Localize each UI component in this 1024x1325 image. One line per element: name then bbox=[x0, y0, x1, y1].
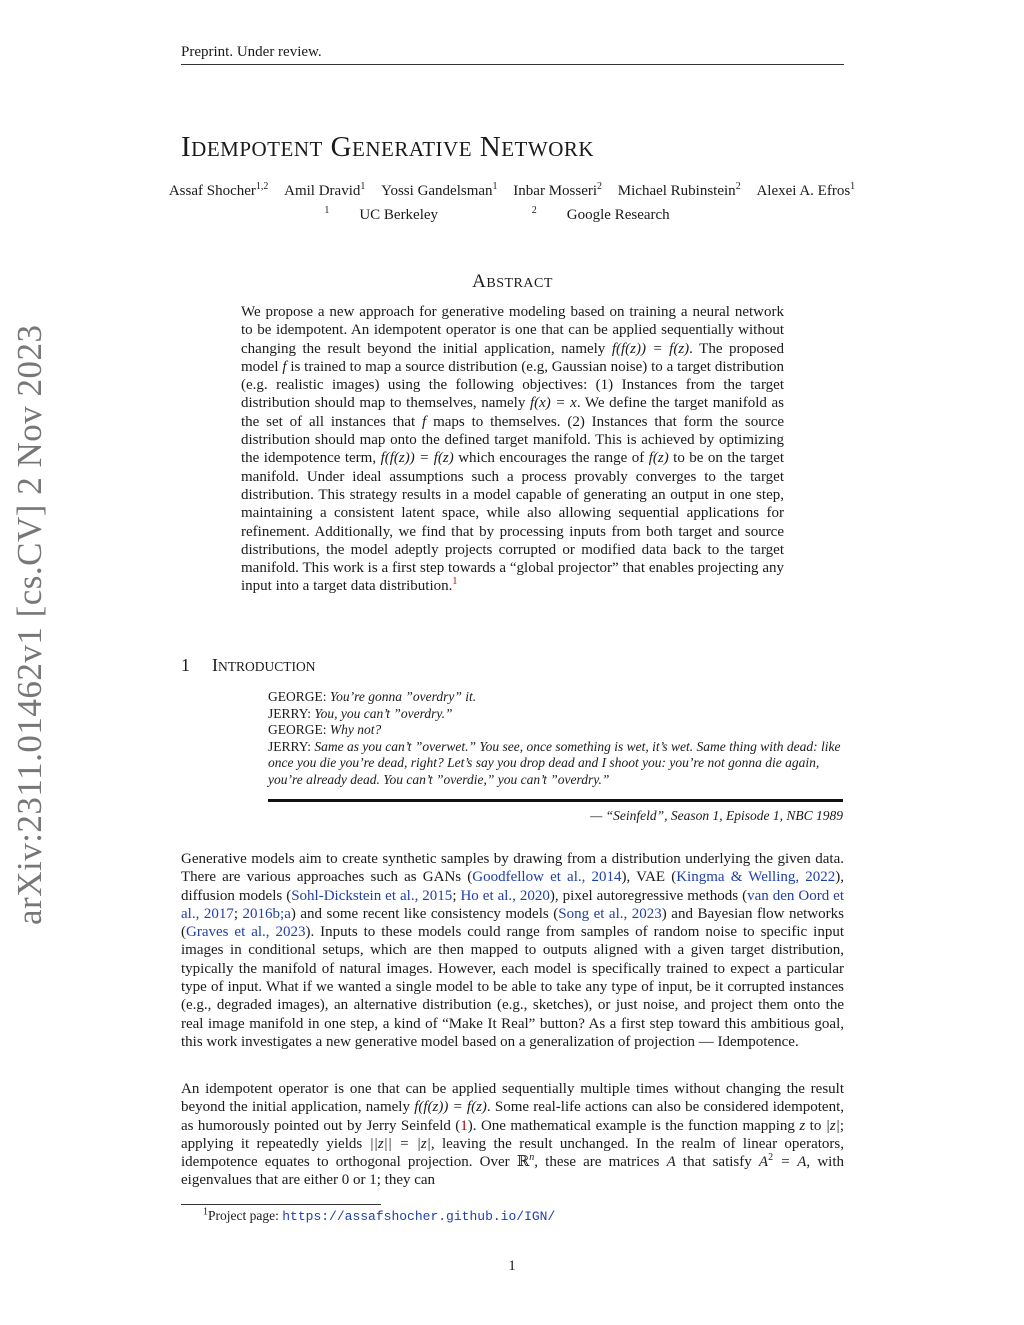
citation-link[interactable]: Song et al., 2023 bbox=[558, 905, 662, 922]
author-list bbox=[140, 183, 884, 200]
seinfeld-quote bbox=[268, 689, 843, 789]
author: Yossi Gandelsman$^1$ bbox=[381, 181, 498, 199]
footnote-marker[interactable]: 1 bbox=[452, 576, 458, 588]
quote-line: JERRY: Same as you can’t ”overwet.” You see, once something is wet, it’s wet. Same thing with dead: like once you die you’re dead, right? Let’s say you drop dead and I shoot you: you’re not gonna die again, you’re already dead. You can’t ”overdie,” you can’t ”overdry.” bbox=[268, 738, 841, 787]
affiliation: $^1$ UC Berkeley bbox=[324, 205, 439, 223]
citation-link[interactable]: 2016b;a bbox=[242, 905, 291, 922]
arxiv-identifier: arXiv:2311.01462v1 [cs.CV] 2 Nov 2023 bbox=[10, 324, 49, 925]
citation-link[interactable]: van den Oord et al., 2017 bbox=[181, 887, 845, 922]
footnote-rule bbox=[181, 1204, 381, 1205]
author: Amil Dravid$^1$ bbox=[284, 181, 366, 199]
intro-paragraph-1: Generative models aim to create synthetic samples by drawing from a distribution underlying the given data. There are various approaches such as GANs (Goodfellow et al., 2014), VAE (Kingma & Welling, 2022), diffusion models (Sohl-Dickstein et al., 2015; Ho et al., 2020), pixel autoregressive methods (van den Oord et al., 2017; 2016b;a) and some recent like consistency models (Song et al., 2023) and Bayesian flow networks (Graves et al., 2023). Inputs to these models could range from samples of random noise to specific input images in conditional setups, which are then mapped to outputs aligned with a given target distribution, typically the manifold of natural images. However, each model is specifically trained to expect a particular type of input. What if we wanted a single model to be able to take any type of input, be it corrupted instances (e.g., degraded images), an alternative distribution (e.g., sketches), or just noise, and project them onto the real image manifold in one step, a kind of “Make It Real” button? As a first step toward this ambitious goal, this work investigates a new generative model based on a generalization of projection — Idempotence. bbox=[181, 851, 845, 1050]
author: Assaf Shocher$^{1,2}$ bbox=[168, 181, 269, 199]
citation-link[interactable]: Goodfellow et al., 2014 bbox=[472, 869, 622, 886]
citation-link[interactable]: Graves et al., 2023 bbox=[186, 924, 306, 941]
footnote: $^1$Project page: https://assafshocher.github.io/IGN/ bbox=[203, 1206, 556, 1224]
intro-paragraph-2: An idempotent operator is one that can be applied sequentially multiple times without changing the result beyond the initial application, namely f(f(z)) = f(z). Some real-life actions can also be considered idempotent, as humorously pointed out by Jerry Seinfeld (1). One mathematical example is the function mapping z to |z|; applying it repeatedly yields ||z|| = |z|, leaving the result unchanged. In the realm of linear operators, idempotence equates to orthogonal projection. Over ℝ$^n$, these are matrices A that satisfy $A^2 = A$, with eigenvalues that are either 0 or 1; they can bbox=[181, 1081, 845, 1189]
citation-link[interactable]: Sohl-Dickstein et al., 2015 bbox=[291, 887, 453, 904]
quote-source: — “Seinfeld”, Season 1, Episode 1, NBC 1989 bbox=[590, 808, 843, 823]
quote-line: GEORGE: Why not? bbox=[268, 722, 382, 738]
quote-rule bbox=[268, 799, 843, 802]
citation-link[interactable]: Kingma & Welling, 2022 bbox=[676, 869, 836, 886]
section-heading-introduction: 1 INTRODUCTION bbox=[181, 655, 316, 675]
project-page-link[interactable]: https://assafshocher.github.io/IGN/ bbox=[282, 1209, 556, 1224]
abstract-heading: ABSTRACT bbox=[472, 271, 553, 292]
page-number: 1 bbox=[508, 1258, 516, 1274]
affiliations bbox=[140, 207, 884, 224]
abstract-text: We propose a new approach for generative modeling based on training a neural network to be idempotent. An idempotent operator is one that can be applied sequentially without changing the result beyond the initial application, namely f(f(z)) = f(z). The proposed model f is trained to map a source distribution (e.g, Gaussian noise) to a target distribution (e.g. realistic images) using the following objectives: (1) Instances from the target distribution should map to themselves, namely f(x) = x. We define the target manifold as the set of all instances that f maps to themselves. (2) Instances that form the source distribution should map onto the defined target manifold. This is achieved by optimizing the idempotence term, f(f(z)) = f(z) which encourages the range of f(z) to be on the target manifold. Under ideal assumptions such a process provably converges to the target distribution. This strategy results in a model capable of generating an output in one step, maintaining a consistent latent space, while also allowing sequential applications for refinement. Additionally, we find that by processing inputs from both target and source distributions, the model adeptly projects corrupted or modified data back to the target manifold. This work is a first step towards a “global projector” that enables projecting any input into a target data distribution.$^1$ bbox=[241, 304, 785, 595]
paper-title: IDEMPOTENT GENERATIVE NETWORK bbox=[181, 131, 595, 163]
affiliation: $^2$ Google Research bbox=[531, 205, 670, 223]
citation-link[interactable]: Ho et al., 2020 bbox=[460, 887, 550, 904]
author: Inbar Mosseri$^2$ bbox=[513, 181, 603, 199]
header-rule bbox=[181, 64, 844, 65]
reference-link[interactable]: 1 bbox=[460, 1117, 468, 1134]
quote-line: JERRY: You, you can’t ”overdry.” bbox=[268, 705, 453, 721]
running-header: Preprint. Under review. bbox=[181, 44, 322, 60]
author: Michael Rubinstein$^2$ bbox=[617, 181, 741, 199]
author: Alexei A. Efros$^1$ bbox=[756, 181, 856, 199]
quote-line: GEORGE: You’re gonna ”overdry” it. bbox=[268, 689, 477, 704]
